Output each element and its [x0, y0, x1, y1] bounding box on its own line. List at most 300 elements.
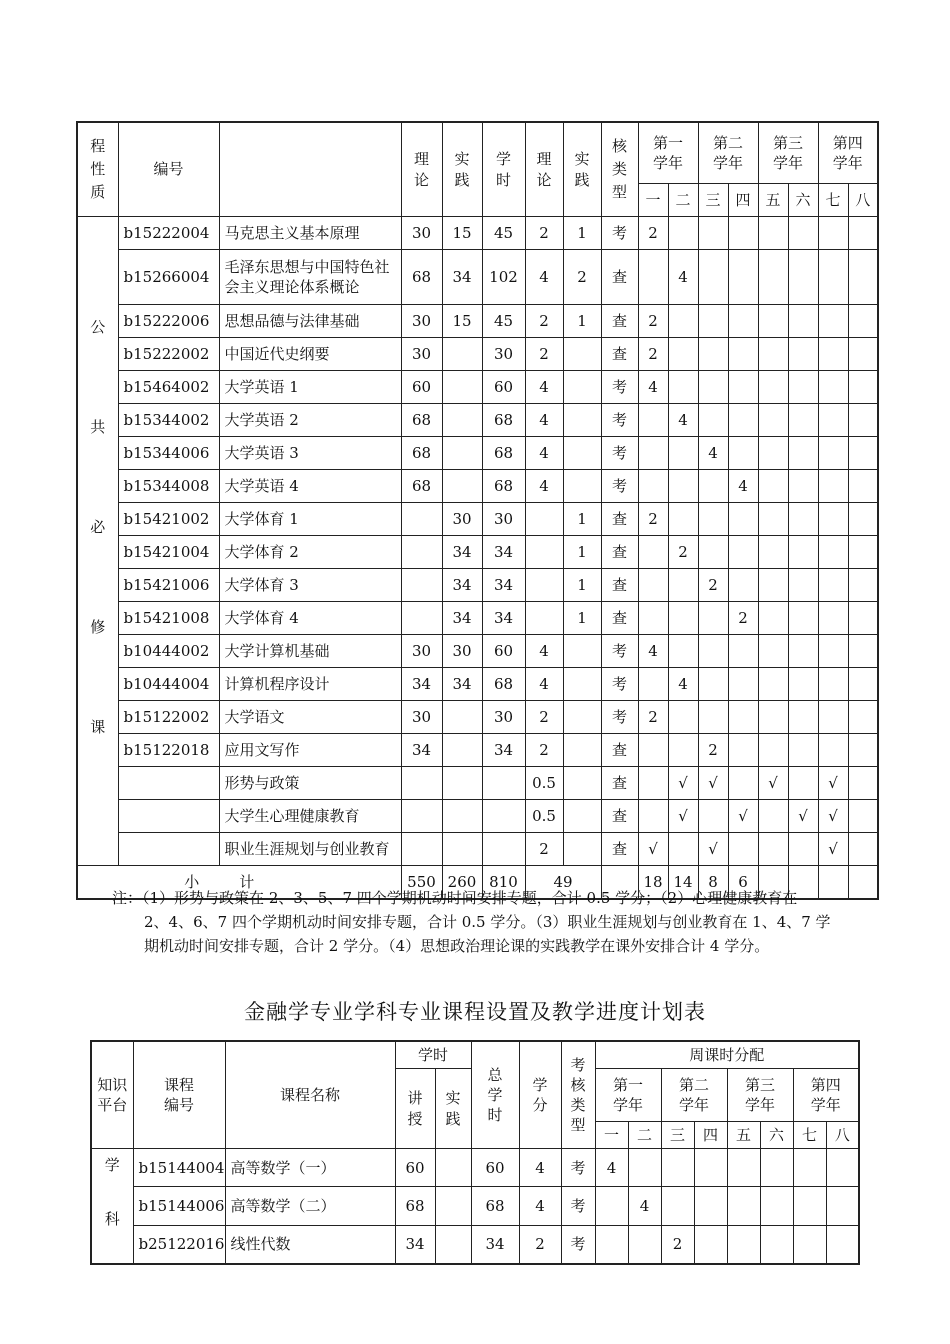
category-cell	[91, 1149, 133, 1265]
semester-hours	[698, 668, 728, 701]
practice-hours: 34	[442, 569, 482, 602]
total-hours: 60	[482, 371, 525, 404]
semester-hours	[595, 1187, 628, 1225]
semester-hours	[727, 1149, 760, 1187]
course-code: b15344008	[118, 470, 219, 503]
semester-hours	[595, 1225, 628, 1264]
semester-hours	[848, 767, 878, 800]
practice-hours: 34	[442, 602, 482, 635]
course-name: 大学英语 2	[219, 404, 401, 437]
exam-type: 考	[601, 470, 638, 503]
semester-hours	[728, 569, 758, 602]
header-course-type: 程性质	[77, 122, 118, 217]
footnote	[112, 886, 852, 958]
course-code	[118, 800, 219, 833]
footnote-line: 期机动时间安排专题，合计 2 学分。（4）思想政治理论课的实践教学在课外安排合计 4 学分。	[144, 937, 770, 955]
header-semester: 三	[698, 184, 728, 217]
total-hours	[482, 833, 525, 866]
semester-hours	[788, 569, 818, 602]
semester-hours	[698, 338, 728, 371]
total-hours: 34	[471, 1225, 519, 1264]
theory-hours	[401, 536, 442, 569]
practice-hours	[442, 767, 482, 800]
practice-hours	[442, 404, 482, 437]
header-semester: 八	[826, 1122, 859, 1149]
subtotal-semester	[848, 866, 878, 900]
semester-hours	[848, 437, 878, 470]
header-year3: 第三学年	[727, 1069, 793, 1122]
course-code: b15222006	[118, 305, 219, 338]
header-practice-hours: 实践	[442, 122, 482, 217]
semester-hours	[661, 1187, 694, 1225]
total-hours: 68	[482, 437, 525, 470]
theory-hours: 30	[401, 305, 442, 338]
semester-hours: 4	[668, 250, 698, 305]
semester-hours	[628, 1149, 661, 1187]
semester-hours	[698, 503, 728, 536]
total-hours: 45	[482, 305, 525, 338]
course-name: 应用文写作	[219, 734, 401, 767]
semester-hours	[818, 536, 848, 569]
practice-hours	[442, 338, 482, 371]
header-year2: 第二学年	[698, 122, 758, 184]
total-hours: 68	[482, 404, 525, 437]
course-name: 大学生心理健康教育	[219, 800, 401, 833]
semester-hours	[698, 800, 728, 833]
course-code	[118, 833, 219, 866]
theory-hours: 30	[401, 338, 442, 371]
course-code: b15421006	[118, 569, 219, 602]
header-platform: 知识平台	[91, 1041, 133, 1149]
semester-hours	[728, 404, 758, 437]
semester-hours	[638, 404, 668, 437]
credits: 2	[519, 1225, 561, 1264]
practice-hours	[442, 734, 482, 767]
semester-hours	[788, 217, 818, 250]
total-hours: 34	[482, 569, 525, 602]
semester-hours	[728, 536, 758, 569]
exam-type: 考	[601, 437, 638, 470]
theory-hours	[401, 602, 442, 635]
category-char: 学	[104, 1156, 120, 1174]
exam-type: 考	[601, 635, 638, 668]
semester-hours: 2	[638, 503, 668, 536]
course-name: 线性代数	[225, 1225, 395, 1264]
semester-hours	[698, 701, 728, 734]
semester-hours	[848, 470, 878, 503]
theory-credits	[525, 569, 563, 602]
exam-type: 查	[601, 503, 638, 536]
theory-credits: 0.5	[525, 767, 563, 800]
practice-credits	[563, 371, 601, 404]
total-hours: 45	[482, 217, 525, 250]
table-row	[77, 536, 878, 569]
table-row	[77, 734, 878, 767]
total-hours: 68	[482, 470, 525, 503]
total-hours: 102	[482, 250, 525, 305]
header-semester: 七	[793, 1122, 826, 1149]
theory-credits: 2	[525, 338, 563, 371]
semester-hours	[668, 602, 698, 635]
category-char: 修	[90, 618, 106, 636]
course-name: 思想品德与法律基础	[219, 305, 401, 338]
exam-type: 考	[601, 371, 638, 404]
course-code: b15421004	[118, 536, 219, 569]
semester-hours	[698, 305, 728, 338]
semester-hours	[698, 635, 728, 668]
course-code: b15222002	[118, 338, 219, 371]
semester-hours	[788, 338, 818, 371]
semester-hours	[728, 217, 758, 250]
practice-credits: 1	[563, 503, 601, 536]
semester-hours	[848, 569, 878, 602]
practice-credits	[563, 404, 601, 437]
exam-type: 考	[601, 701, 638, 734]
semester-hours	[848, 338, 878, 371]
semester-hours	[638, 602, 668, 635]
semester-hours	[758, 635, 788, 668]
course-name: 高等数学（一）	[225, 1149, 395, 1187]
semester-hours: √	[788, 800, 818, 833]
header-weekly: 周课时分配	[595, 1041, 859, 1069]
exam-type: 查	[601, 569, 638, 602]
course-name: 大学英语 4	[219, 470, 401, 503]
semester-hours	[628, 1225, 661, 1264]
semester-hours	[758, 217, 788, 250]
header-semester: 六	[788, 184, 818, 217]
header-semester: 四	[694, 1122, 727, 1149]
semester-hours	[698, 470, 728, 503]
course-code: b15122018	[118, 734, 219, 767]
header-exam-type: 核类型	[601, 122, 638, 217]
semester-hours	[848, 602, 878, 635]
practice-credits: 2	[563, 250, 601, 305]
course-code: b15464002	[118, 371, 219, 404]
semester-hours	[848, 536, 878, 569]
semester-hours	[638, 470, 668, 503]
semester-hours	[848, 217, 878, 250]
practice-credits: 1	[563, 569, 601, 602]
semester-hours	[638, 250, 668, 305]
lecture-hours: 68	[395, 1187, 435, 1225]
semester-hours	[728, 668, 758, 701]
header-semester: 四	[728, 184, 758, 217]
header-semester: 八	[848, 184, 878, 217]
semester-hours	[848, 503, 878, 536]
header-total-hours: 总学时	[471, 1041, 519, 1149]
semester-hours: √	[818, 767, 848, 800]
header-semester: 一	[595, 1122, 628, 1149]
course-code: b15421002	[118, 503, 219, 536]
semester-hours: 4	[628, 1187, 661, 1225]
course-name: 大学英语 3	[219, 437, 401, 470]
practice-hours: 30	[442, 503, 482, 536]
practice-hours	[442, 437, 482, 470]
semester-hours: 4	[595, 1149, 628, 1187]
total-hours: 30	[482, 701, 525, 734]
semester-hours	[818, 569, 848, 602]
semester-hours	[826, 1149, 859, 1187]
practice-hours: 15	[442, 305, 482, 338]
semester-hours: 2	[661, 1225, 694, 1264]
theory-hours	[401, 833, 442, 866]
practice-hours: 30	[442, 635, 482, 668]
header-exam-type: 考核类型	[561, 1041, 595, 1149]
practice-hours: 34	[442, 536, 482, 569]
semester-hours	[668, 701, 698, 734]
header-semester: 五	[758, 184, 788, 217]
theory-credits	[525, 602, 563, 635]
exam-type: 考	[601, 668, 638, 701]
header-hours: 学时	[395, 1041, 471, 1069]
semester-hours	[698, 536, 728, 569]
header-lecture: 讲授	[395, 1069, 435, 1149]
semester-hours	[758, 833, 788, 866]
credits: 4	[519, 1149, 561, 1187]
exam-type: 考	[561, 1187, 595, 1225]
semester-hours	[698, 217, 728, 250]
semester-hours	[668, 569, 698, 602]
header-name	[219, 122, 401, 217]
practice-credits	[563, 668, 601, 701]
semester-hours	[788, 437, 818, 470]
semester-hours	[728, 250, 758, 305]
table-row	[77, 833, 878, 866]
semester-hours: 4	[668, 404, 698, 437]
semester-hours	[758, 503, 788, 536]
course-name: 毛泽东思想与中国特色社会主义理论体系概论	[219, 250, 401, 305]
exam-type: 考	[601, 404, 638, 437]
semester-hours	[728, 767, 758, 800]
exam-type: 查	[601, 833, 638, 866]
practice-credits	[563, 767, 601, 800]
header-semester: 三	[661, 1122, 694, 1149]
course-name: 高等数学（二）	[225, 1187, 395, 1225]
theory-credits: 2	[525, 701, 563, 734]
total-hours: 34	[482, 602, 525, 635]
theory-hours: 34	[401, 734, 442, 767]
theory-hours	[401, 767, 442, 800]
table-row	[77, 305, 878, 338]
table-row	[77, 569, 878, 602]
semester-hours	[698, 404, 728, 437]
theory-hours: 30	[401, 635, 442, 668]
practice-hours	[435, 1225, 471, 1264]
course-name: 中国近代史纲要	[219, 338, 401, 371]
semester-hours	[668, 338, 698, 371]
semester-hours: √	[668, 767, 698, 800]
semester-hours	[758, 470, 788, 503]
semester-hours	[668, 833, 698, 866]
semester-hours	[760, 1187, 793, 1225]
course-code: b15122002	[118, 701, 219, 734]
theory-credits: 2	[525, 217, 563, 250]
semester-hours	[668, 470, 698, 503]
semester-hours	[848, 833, 878, 866]
semester-hours	[818, 404, 848, 437]
table-row	[77, 602, 878, 635]
semester-hours: √	[698, 833, 728, 866]
course-name: 大学体育 2	[219, 536, 401, 569]
practice-hours	[442, 701, 482, 734]
course-name: 马克思主义基本原理	[219, 217, 401, 250]
semester-hours	[758, 602, 788, 635]
total-hours: 34	[482, 536, 525, 569]
semester-hours	[826, 1187, 859, 1225]
semester-hours	[728, 701, 758, 734]
course-code: b15266004	[118, 250, 219, 305]
exam-type: 查	[601, 536, 638, 569]
semester-hours	[638, 800, 668, 833]
semester-hours	[758, 250, 788, 305]
theory-credits	[525, 503, 563, 536]
header-year4: 第四学年	[818, 122, 878, 184]
theory-hours: 68	[401, 404, 442, 437]
table-row	[77, 250, 878, 305]
practice-hours	[442, 470, 482, 503]
semester-hours	[788, 833, 818, 866]
exam-type: 查	[601, 767, 638, 800]
theory-hours: 30	[401, 217, 442, 250]
semester-hours: 2	[638, 701, 668, 734]
semester-hours	[760, 1225, 793, 1264]
theory-hours: 30	[401, 701, 442, 734]
theory-credits: 0.5	[525, 800, 563, 833]
course-name: 职业生涯规划与创业教育	[219, 833, 401, 866]
semester-hours	[788, 767, 818, 800]
table-row	[77, 668, 878, 701]
course-name: 大学计算机基础	[219, 635, 401, 668]
practice-hours	[442, 371, 482, 404]
course-code: b10444004	[118, 668, 219, 701]
semester-hours	[698, 602, 728, 635]
table-title: 金融学专业学科专业课程设置及教学进度计划表	[244, 1000, 706, 1024]
semester-hours	[758, 734, 788, 767]
semester-hours	[758, 800, 788, 833]
practice-hours	[442, 833, 482, 866]
semester-hours	[818, 701, 848, 734]
theory-hours: 68	[401, 470, 442, 503]
semester-hours: 4	[638, 635, 668, 668]
course-name: 计算机程序设计	[219, 668, 401, 701]
semester-hours	[758, 668, 788, 701]
practice-credits	[563, 800, 601, 833]
semester-hours	[758, 437, 788, 470]
semester-hours	[788, 701, 818, 734]
semester-hours	[788, 668, 818, 701]
semester-hours	[793, 1187, 826, 1225]
table-row	[77, 800, 878, 833]
practice-credits	[563, 833, 601, 866]
theory-hours	[401, 569, 442, 602]
semester-hours	[638, 437, 668, 470]
course-name: 大学体育 3	[219, 569, 401, 602]
semester-hours	[758, 371, 788, 404]
header-course-name: 课程名称	[225, 1041, 395, 1149]
theory-credits	[525, 536, 563, 569]
practice-hours	[435, 1187, 471, 1225]
semester-hours	[728, 635, 758, 668]
semester-hours	[668, 305, 698, 338]
exam-type: 查	[601, 250, 638, 305]
theory-hours: 60	[401, 371, 442, 404]
table-row	[91, 1149, 859, 1187]
semester-hours	[848, 371, 878, 404]
course-name: 大学语文	[219, 701, 401, 734]
semester-hours: √	[758, 767, 788, 800]
semester-hours: 2	[728, 602, 758, 635]
header-practice: 实践	[435, 1069, 471, 1149]
semester-hours: 2	[638, 338, 668, 371]
semester-hours: 2	[638, 217, 668, 250]
semester-hours: √	[818, 833, 848, 866]
semester-hours: 2	[668, 536, 698, 569]
course-code: b15344006	[118, 437, 219, 470]
table-row	[77, 217, 878, 250]
semester-hours	[788, 404, 818, 437]
header-year2: 第二学年	[661, 1069, 727, 1122]
practice-credits	[563, 734, 601, 767]
semester-hours: 2	[638, 305, 668, 338]
total-hours	[482, 800, 525, 833]
header-practice-credits: 实践	[563, 122, 601, 217]
subtotal-practice-hours: 260	[442, 866, 482, 900]
category-char: 必	[90, 518, 106, 536]
semester-hours	[694, 1225, 727, 1264]
category-char: 共	[90, 418, 106, 436]
semester-hours	[698, 371, 728, 404]
header-theory-credits: 理论	[525, 122, 563, 217]
semester-hours	[728, 338, 758, 371]
footnote-line: 2、4、6、7 四个学期机动时间安排专题，合计 0.5 学分。（3）职业生涯规划与创业教育在 1、4、7 学	[144, 913, 831, 931]
semester-hours: 2	[698, 569, 728, 602]
course-name: 大学体育 1	[219, 503, 401, 536]
semester-hours	[694, 1149, 727, 1187]
semester-hours: 4	[728, 470, 758, 503]
exam-type: 查	[601, 602, 638, 635]
semester-hours	[638, 668, 668, 701]
table-row	[77, 503, 878, 536]
semester-hours	[728, 833, 758, 866]
semester-hours	[668, 734, 698, 767]
exam-type: 考	[601, 217, 638, 250]
exam-type: 考	[561, 1225, 595, 1264]
header-semester: 五	[727, 1122, 760, 1149]
semester-hours	[818, 371, 848, 404]
semester-hours	[668, 371, 698, 404]
semester-hours	[818, 470, 848, 503]
semester-hours	[788, 635, 818, 668]
semester-hours: 4	[638, 371, 668, 404]
subtotal-credits: 49	[525, 866, 601, 900]
header-year1: 第一学年	[595, 1069, 661, 1122]
semester-hours	[758, 305, 788, 338]
semester-hours	[788, 305, 818, 338]
semester-hours	[788, 503, 818, 536]
theory-credits: 2	[525, 833, 563, 866]
theory-hours: 68	[401, 250, 442, 305]
semester-hours	[758, 536, 788, 569]
total-hours: 68	[471, 1187, 519, 1225]
semester-hours	[818, 602, 848, 635]
semester-hours: 2	[698, 734, 728, 767]
semester-hours	[788, 734, 818, 767]
header-code: 编号	[118, 122, 219, 217]
semester-hours	[638, 536, 668, 569]
footnote-line: 注：（1）形势与政策在 2、3、5、7 四个学期机动时间安排专题，合计 0.5 学分；（2）心理健康教育在	[112, 889, 798, 907]
table-row	[91, 1225, 859, 1264]
header-year4: 第四学年	[793, 1069, 859, 1122]
